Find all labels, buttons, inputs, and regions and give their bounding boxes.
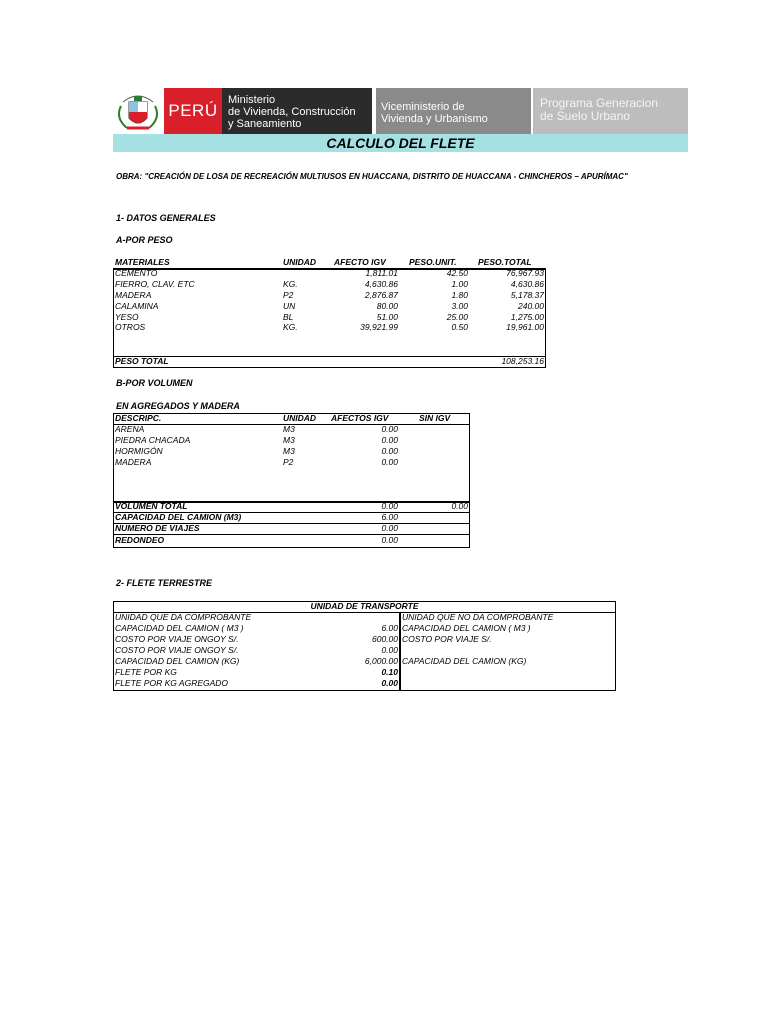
table-border bbox=[113, 690, 616, 691]
transporte-left-label: CAPACIDAD DEL CAMION (KG) bbox=[115, 656, 240, 666]
summary-value: 0.00 bbox=[381, 535, 398, 545]
cell-afectos: 0.00 bbox=[381, 446, 398, 456]
section-datos-generales: 1- DATOS GENERALES bbox=[116, 213, 216, 223]
cell-material: YESO bbox=[115, 312, 139, 322]
ministry-line: Ministerio bbox=[228, 94, 276, 106]
transporte-right-label: UNIDAD QUE NO DA COMPROBANTE bbox=[402, 612, 554, 622]
cell-unidad: UN bbox=[283, 301, 296, 311]
program-line: de Suelo Urbano bbox=[540, 109, 631, 123]
section-por-volumen: B-POR VOLUMEN bbox=[116, 378, 193, 388]
vice-line: Viceministerio de bbox=[381, 101, 465, 113]
cell-material: FIERRO, CLAV. ETC bbox=[115, 279, 195, 289]
cell-peso-unit: 0.50 bbox=[451, 322, 468, 332]
transporte-left-label: COSTO POR VIAJE ONGOY S/. bbox=[115, 645, 239, 655]
viceministry-box bbox=[376, 88, 531, 134]
cell-material: CALAMINA bbox=[115, 301, 159, 311]
transporte-left-value: 0.10 bbox=[381, 667, 398, 677]
cell-unidad: P2 bbox=[283, 457, 294, 467]
cell-peso-unit: 1.80 bbox=[451, 290, 468, 300]
table-border bbox=[545, 268, 546, 368]
cell-afectos: 0.00 bbox=[381, 435, 398, 445]
col-header: UNIDAD bbox=[283, 257, 317, 267]
cell-peso-unit: 3.00 bbox=[451, 301, 468, 311]
coat-of-arms-icon bbox=[113, 88, 163, 134]
volumen-subheading: EN AGREGADOS Y MADERA bbox=[116, 401, 240, 411]
table-border bbox=[113, 413, 114, 548]
cell-unidad: M3 bbox=[283, 446, 295, 456]
cell-afectos: 0.00 bbox=[381, 424, 398, 434]
section-flete-terrestre: 2- FLETE TERRESTRE bbox=[116, 578, 213, 588]
cell-afecto: 80.00 bbox=[376, 301, 398, 311]
summary-label: REDONDEO bbox=[115, 535, 165, 545]
transporte-right-label: COSTO POR VIAJE S/. bbox=[402, 634, 492, 644]
obra-line: OBRA: "CREACIÓN DE LOSA DE RECREACIÓN MULTIUSOS EN HUACCANA, DISTRITO DE HUACCANA - CHINCHEROS – APURÍMAC" bbox=[116, 172, 628, 181]
summary-value: 0.00 bbox=[381, 501, 398, 511]
cell-afecto: 39,921.99 bbox=[360, 322, 398, 332]
cell-unidad: M3 bbox=[283, 435, 295, 445]
cell-unidad: KG. bbox=[283, 322, 298, 332]
transporte-right-label: CAPACIDAD DEL CAMION (KG) bbox=[402, 656, 527, 666]
cell-material: CEMENTO bbox=[115, 268, 158, 278]
transporte-left-value: 600.00 bbox=[372, 634, 398, 644]
cell-afecto: 1,811.01 bbox=[365, 268, 398, 278]
cell-afecto: 51.00 bbox=[376, 312, 398, 322]
program-box bbox=[533, 88, 688, 134]
cell-descripcion: MADERA bbox=[115, 457, 152, 467]
col-header: UNIDAD bbox=[283, 413, 317, 423]
summary-label: CAPACIDAD DEL CAMION (M3) bbox=[115, 512, 242, 522]
table-border bbox=[113, 534, 470, 535]
ministry-line: y Saneamiento bbox=[228, 118, 302, 130]
cell-peso-unit: 42.50 bbox=[446, 268, 468, 278]
cell-unidad: P2 bbox=[283, 290, 294, 300]
transporte-left-label: FLETE POR KG bbox=[115, 667, 177, 677]
table-border bbox=[615, 601, 616, 691]
table-border bbox=[469, 413, 470, 548]
section-por-peso: A-POR PESO bbox=[116, 235, 173, 245]
table-border bbox=[113, 367, 546, 368]
cell-peso-total: 76,967.93 bbox=[506, 268, 544, 278]
col-header: DESCRIPC. bbox=[115, 413, 162, 423]
cell-descripcion: HORMIGÓN bbox=[115, 446, 163, 456]
cell-unidad: KG. bbox=[283, 279, 298, 289]
cell-peso-unit: 1.00 bbox=[451, 279, 468, 289]
col-header: AFECTOS IGV bbox=[331, 413, 389, 423]
summary-value: 0.00 bbox=[381, 523, 398, 533]
col-header: AFECTO IGV bbox=[334, 257, 386, 267]
summary-label: VOLUMEN TOTAL bbox=[115, 501, 188, 511]
table-border bbox=[399, 612, 401, 690]
cell-peso-total: 240.00 bbox=[518, 301, 544, 311]
transporte-left-label: COSTO POR VIAJE ONGOY S/. bbox=[115, 634, 239, 644]
transporte-left-label: CAPACIDAD DEL CAMION ( M3 ) bbox=[115, 623, 244, 633]
table-border bbox=[113, 268, 114, 368]
transporte-left-value: 6,000.00 bbox=[364, 656, 398, 666]
summary-label: NUMERO DE VIAJES bbox=[115, 523, 200, 533]
col-header: MATERIALES bbox=[115, 257, 170, 267]
transporte-left-label: FLETE POR KG AGREGADO bbox=[115, 678, 229, 688]
cell-peso-total: 1,275.00 bbox=[510, 312, 544, 322]
summary-value: 6.00 bbox=[381, 512, 398, 522]
col-header: SIN IGV bbox=[419, 413, 451, 423]
peso-total-value: 108,253.16 bbox=[501, 356, 544, 366]
cell-peso-unit: 25.00 bbox=[446, 312, 468, 322]
table-border bbox=[113, 547, 470, 548]
transporte-right-label: CAPACIDAD DEL CAMION ( M3 ) bbox=[402, 623, 531, 633]
cell-unidad: M3 bbox=[283, 424, 295, 434]
ministry-box bbox=[222, 88, 372, 134]
page-title: CALCULO DEL FLETE bbox=[113, 134, 688, 152]
peru-label: PERÚ bbox=[168, 101, 218, 120]
cell-afecto: 4,630.86 bbox=[364, 279, 398, 289]
transporte-left-value: 0.00 bbox=[381, 678, 398, 688]
cell-peso-total: 4,630.86 bbox=[510, 279, 544, 289]
table-border bbox=[113, 601, 114, 691]
cell-peso-total: 5,178.37 bbox=[510, 290, 544, 300]
cell-afecto: 2,876.87 bbox=[364, 290, 398, 300]
program-line: Programa Generacion bbox=[540, 96, 659, 110]
transporte-left-value: 0.00 bbox=[381, 645, 398, 655]
cell-descripcion: ARENA bbox=[115, 424, 145, 434]
vice-line: Vivienda y Urbanismo bbox=[381, 113, 488, 125]
transporte-header: UNIDAD DE TRANSPORTE bbox=[310, 601, 419, 611]
cell-material: MADERA bbox=[115, 290, 152, 300]
cell-unidad: BL bbox=[283, 312, 294, 322]
ministry-line: de Vivienda, Construcción bbox=[228, 106, 356, 118]
col-header: PESO.UNIT. bbox=[409, 257, 457, 267]
summary-extra: 0.00 bbox=[451, 501, 468, 511]
cell-peso-total: 19,961.00 bbox=[506, 322, 544, 332]
peru-logo-box bbox=[164, 88, 222, 134]
cell-afectos: 0.00 bbox=[381, 457, 398, 467]
cell-material: OTROS bbox=[115, 322, 146, 332]
transporte-left-label: UNIDAD QUE DA COMPROBANTE bbox=[115, 612, 252, 622]
cell-descripcion: PIEDRA CHACADA bbox=[115, 435, 191, 445]
peso-total-label: PESO TOTAL bbox=[115, 356, 169, 366]
col-header: PESO.TOTAL bbox=[478, 257, 532, 267]
transporte-left-value: 6.00 bbox=[381, 623, 398, 633]
